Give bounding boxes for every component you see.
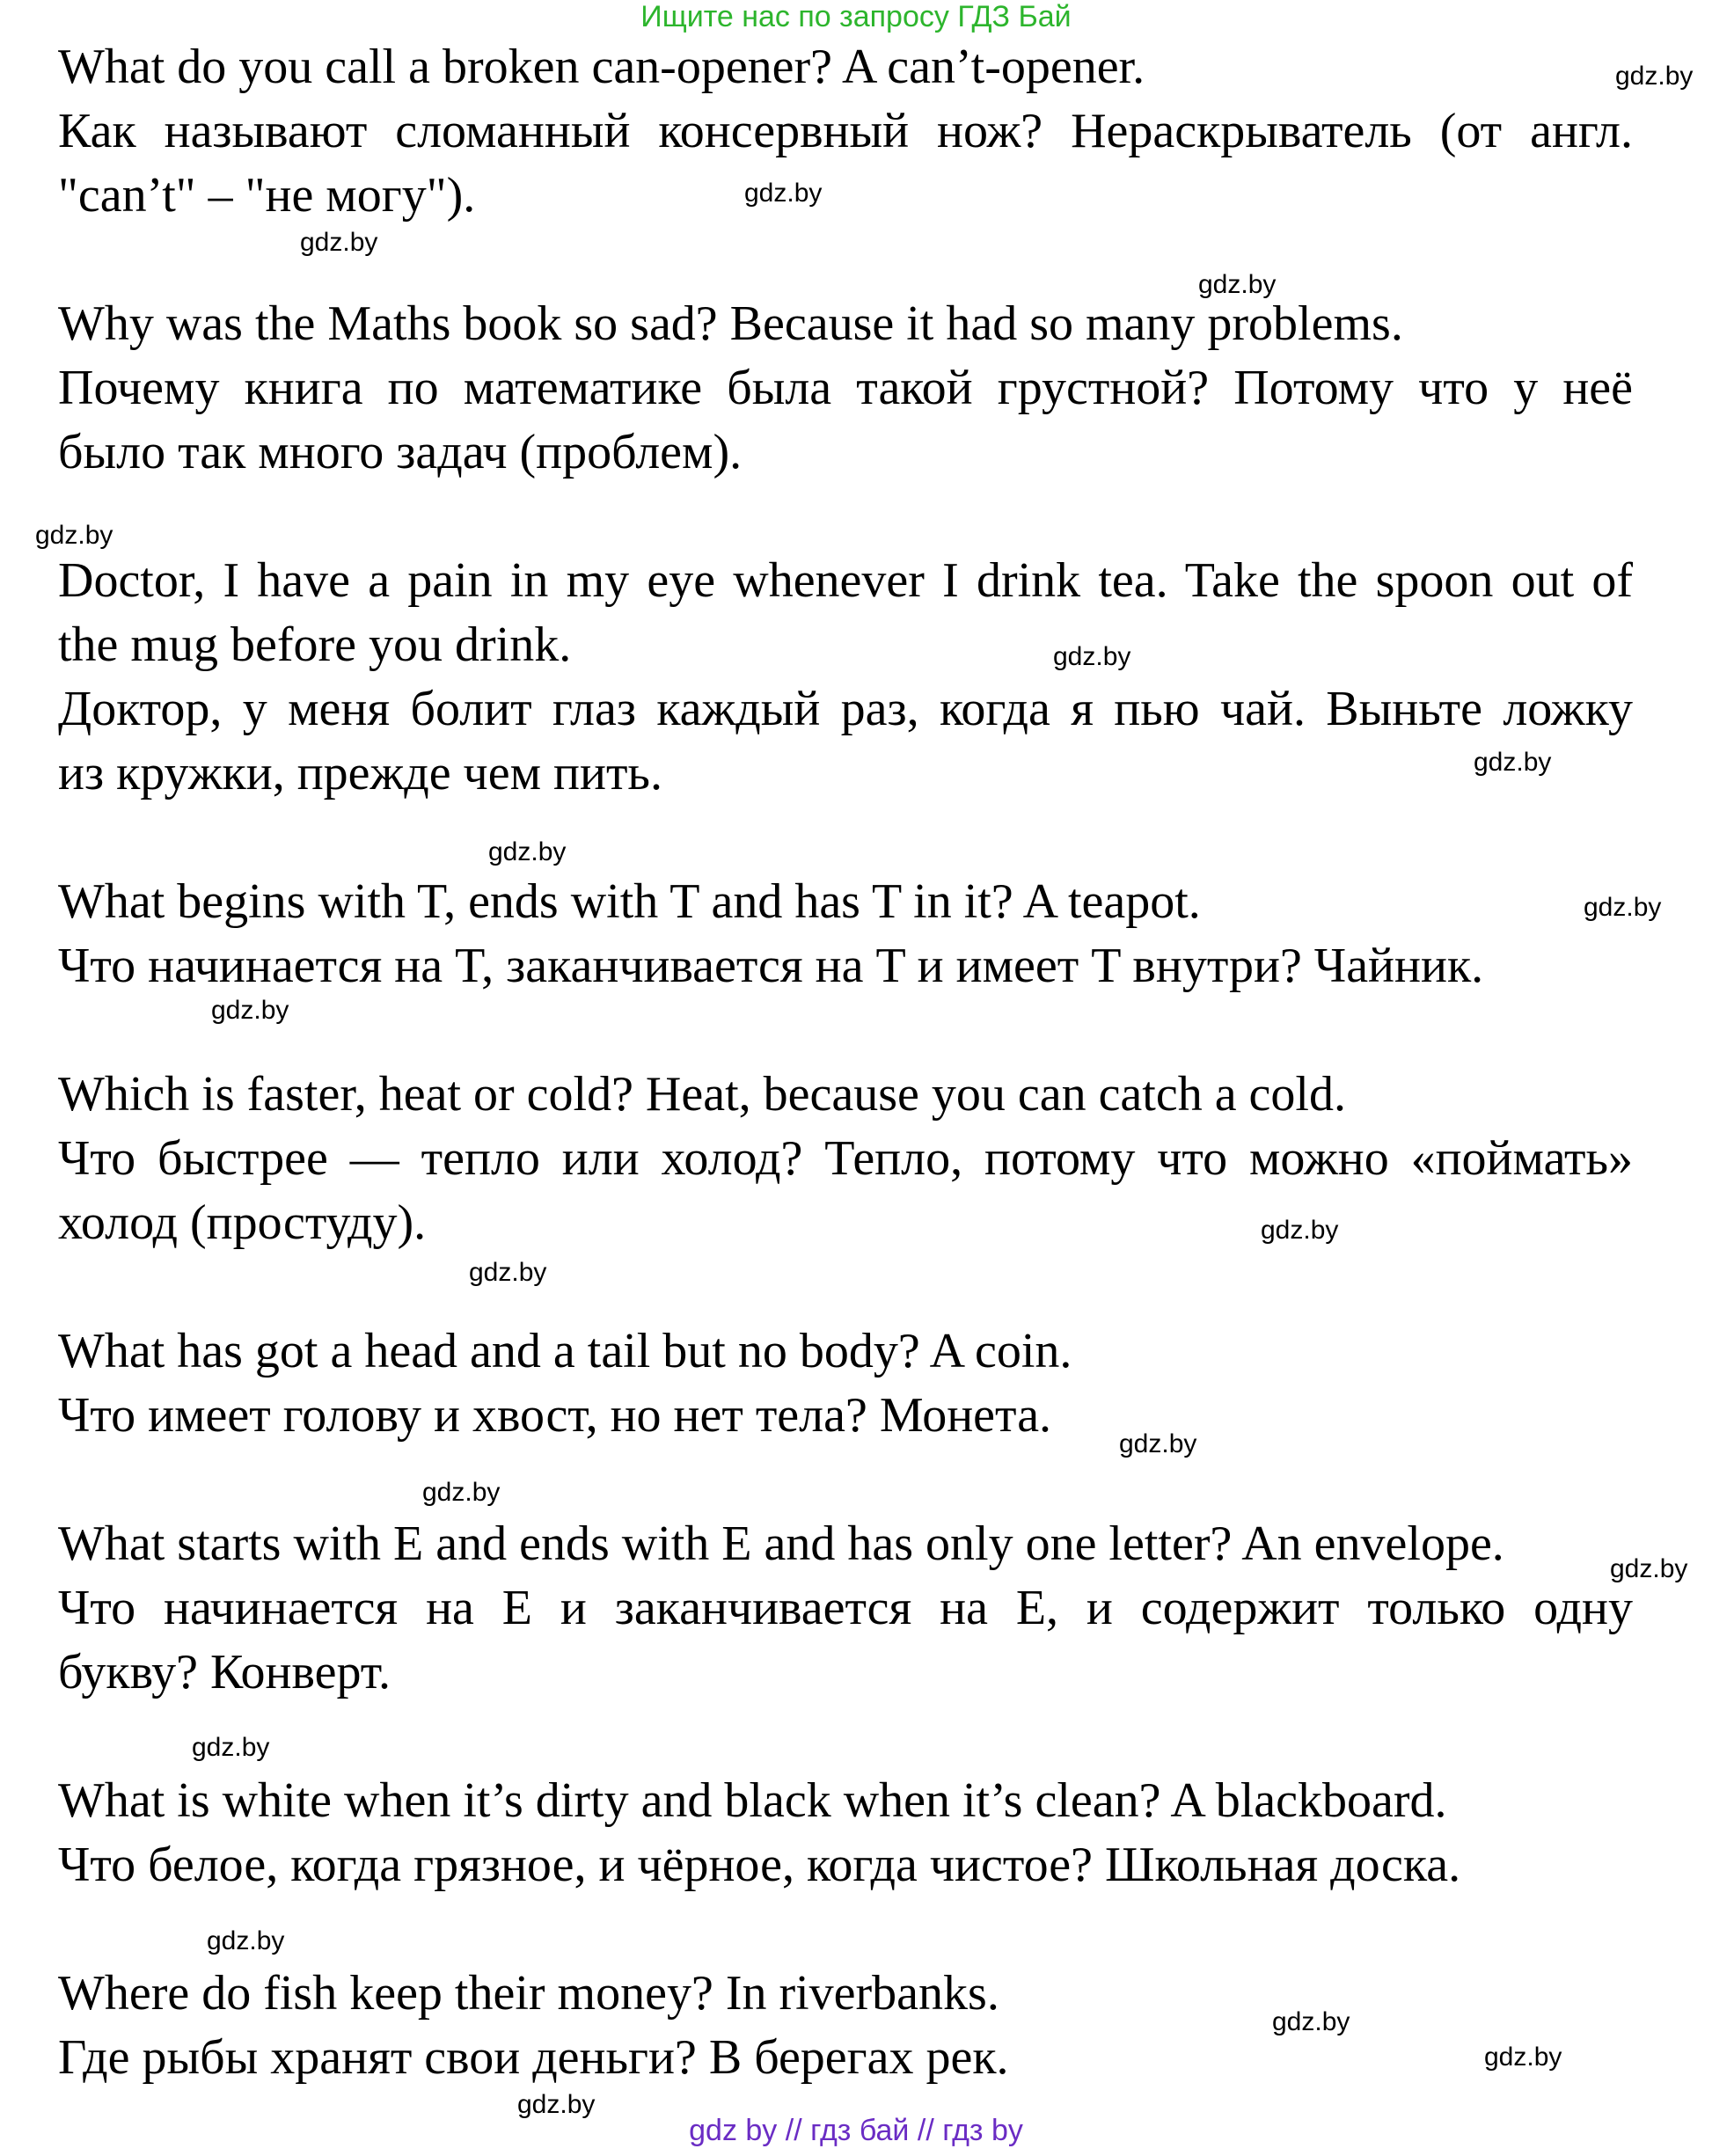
- watermark: gdz.by: [1615, 62, 1694, 91]
- joke-6-russian: Что имеет голову и хвост, но нет тела? Монета.: [58, 1388, 1052, 1443]
- joke-9-russian: Где рыбы хранят свои деньги? В берегах рек.: [58, 2030, 1009, 2085]
- joke-8-english: What is white when it’s dirty and black when it’s clean? A blackboard.: [58, 1773, 1447, 1828]
- joke-1-russian-line-2: "can’t" – "не могу").: [58, 168, 476, 223]
- joke-6-english: What has got a head and a tail but no body? A coin.: [58, 1324, 1072, 1378]
- watermark: gdz.by: [1261, 1216, 1339, 1245]
- joke-2-russian-line-1: Почему книга по математике была такой грустной? Потому что у неё: [58, 361, 1633, 415]
- joke-4-russian: Что начинается на T, заканчивается на T и имеет T внутри? Чайник.: [58, 939, 1484, 993]
- watermark: gdz.by: [1272, 2007, 1350, 2036]
- joke-3-english-line-1: Doctor, I have a pain in my eye whenever I drink tea. Take the spoon out of: [58, 553, 1633, 608]
- watermark: gdz.by: [35, 521, 113, 550]
- joke-2-russian-line-2: было так много задач (проблем).: [58, 425, 743, 479]
- watermark: gdz.by: [1053, 642, 1131, 671]
- jokes-document: [58, 35, 1642, 2090]
- joke-7-english: What starts with E and ends with E and has only one letter? An envelope.: [58, 1517, 1504, 1571]
- joke-3-russian-line-2: из кружки, прежде чем пить.: [58, 746, 662, 800]
- watermark: gdz.by: [1119, 1429, 1197, 1458]
- watermark: gdz.by: [192, 1733, 270, 1762]
- watermark: gdz.by: [300, 228, 378, 257]
- joke-9-english: Where do fish keep their money? In riverbanks.: [58, 1966, 999, 2021]
- watermark: gdz.by: [744, 179, 823, 208]
- joke-8-russian: Что белое, когда грязное, и чёрное, когда чистое? Школьная доска.: [58, 1838, 1461, 1892]
- watermark: gdz.by: [488, 837, 567, 866]
- joke-3-english-line-2: the mug before you drink.: [58, 618, 572, 672]
- joke-7-russian-line-2: букву? Конверт.: [58, 1645, 391, 1699]
- watermark: gdz.by: [1610, 1554, 1688, 1583]
- watermark: gdz.by: [469, 1258, 547, 1287]
- joke-4-english: What begins with T, ends with T and has T in it? A teapot.: [58, 874, 1201, 929]
- joke-3-russian-line-1: Доктор, у меня болит глаз каждый раз, когда я пью чай. Выньте ложку: [58, 682, 1633, 736]
- joke-1-russian-line-1: Как называют сломанный консервный нож? Нераскрыватель (от англ.: [58, 104, 1633, 158]
- watermark: gdz.by: [1584, 893, 1662, 922]
- watermark: gdz.by: [1198, 270, 1277, 299]
- joke-5-russian-line-2: холод (простуду).: [58, 1195, 427, 1250]
- joke-5-english: Which is faster, heat or cold? Heat, because you can catch a cold.: [58, 1067, 1346, 1122]
- site-search-banner: Ищите нас по запросу ГДЗ Бай: [640, 0, 1072, 33]
- watermark: gdz.by: [207, 1926, 285, 1955]
- watermark: gdz.by: [1484, 2043, 1562, 2072]
- watermark: gdz.by: [517, 2090, 596, 2119]
- watermark: gdz.by: [1474, 748, 1552, 777]
- footer-site-links[interactable]: gdz by // гдз бай // гдз by: [689, 2114, 1023, 2147]
- joke-7-russian-line-1: Что начинается на E и заканчивается на E, и содержит только одну: [58, 1581, 1633, 1635]
- joke-2-english: Why was the Maths book so sad? Because it had so many problems.: [58, 296, 1403, 351]
- joke-5-russian-line-1: Что быстрее — тепло или холод? Тепло, потому что можно «поймать»: [58, 1131, 1633, 1186]
- watermark: gdz.by: [211, 996, 289, 1025]
- watermark: gdz.by: [422, 1478, 501, 1507]
- joke-1-english: What do you call a broken can-opener? A can’t-opener.: [58, 40, 1145, 94]
